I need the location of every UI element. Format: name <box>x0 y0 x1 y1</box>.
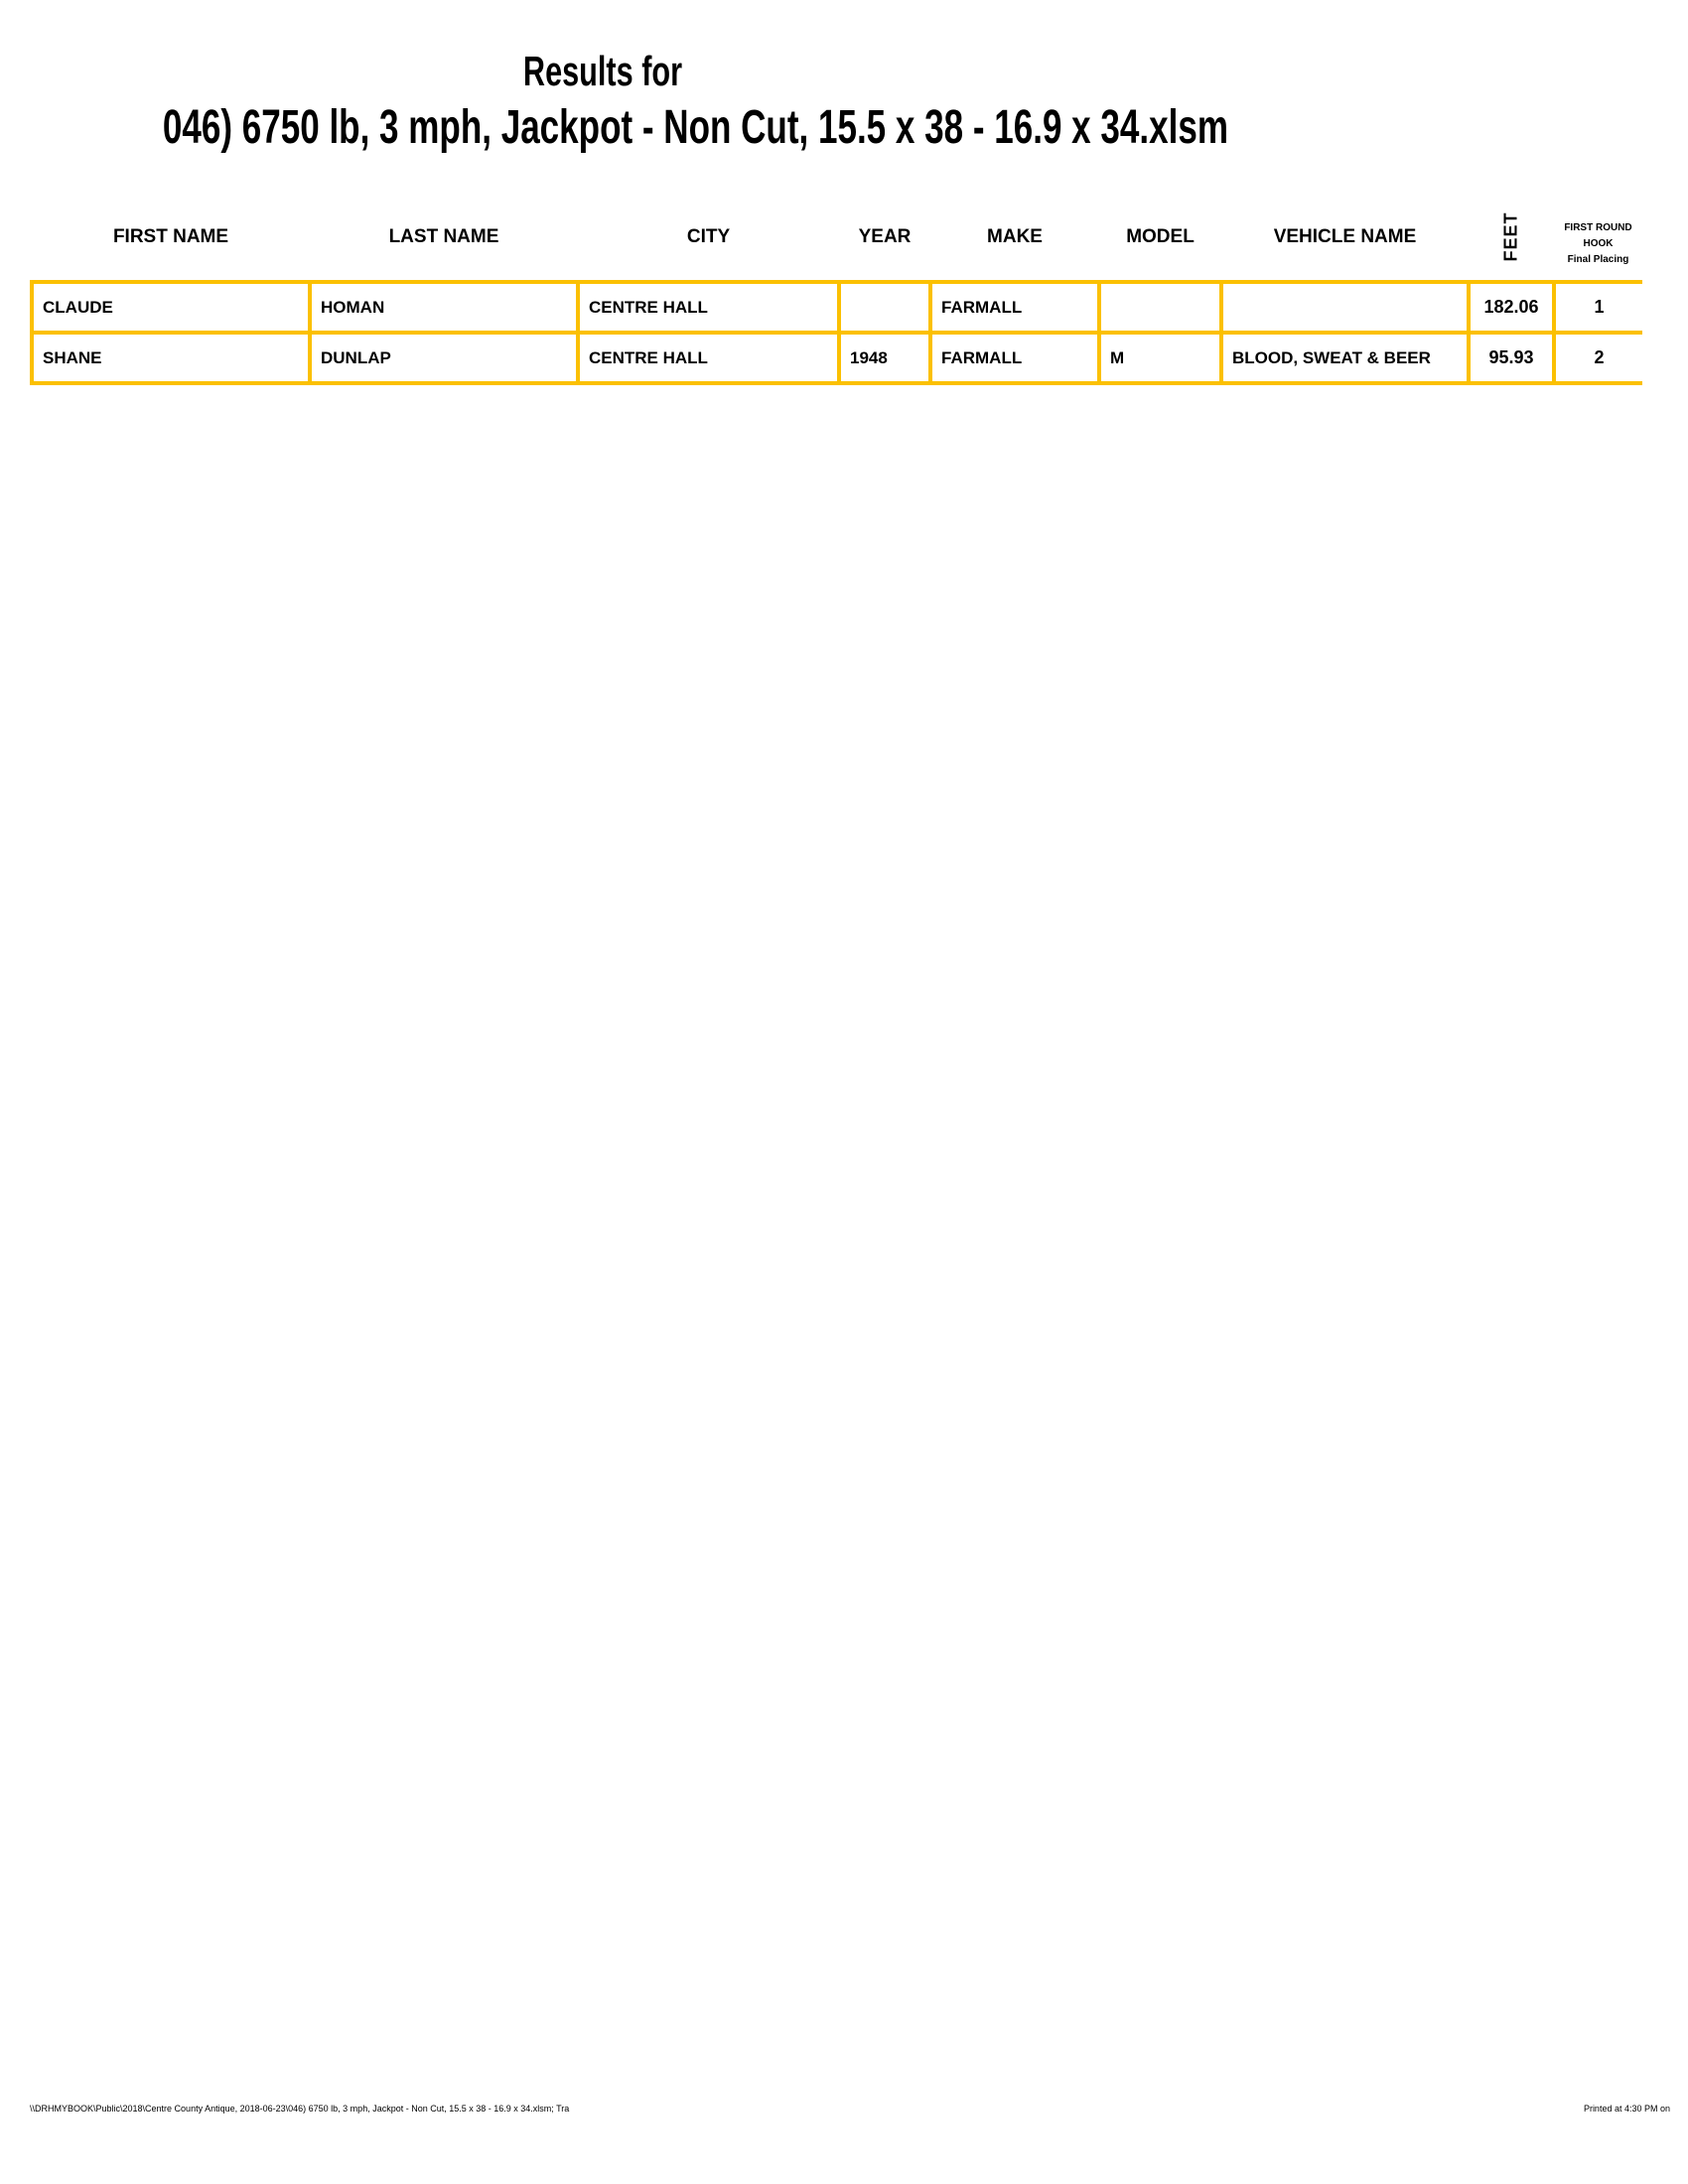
cell-first-name: SHANE <box>32 333 310 383</box>
cell-feet: 182.06 <box>1469 282 1554 333</box>
cell-vehicle-name <box>1221 282 1469 333</box>
header-row <box>32 195 1642 282</box>
page-subtitle-filename: 046) 6750 lb, 3 mph, Jackpot - Non Cut, 15.5 x 38 - 16.9 x 34.xlsm <box>162 101 1228 155</box>
title-block <box>0 48 1228 155</box>
table-row <box>32 333 1642 383</box>
cell-year <box>839 282 930 333</box>
col-header-vehicle-name: VEHICLE NAME <box>1273 226 1417 247</box>
cell-placing: 1 <box>1554 282 1642 333</box>
col-header-first-name: FIRST NAME <box>112 226 229 247</box>
cell-last-name: HOMAN <box>310 282 578 333</box>
col-header-last-name: LAST NAME <box>388 226 499 247</box>
cell-year: 1948 <box>839 333 930 383</box>
hook-header-line3: Final Placing <box>1567 254 1629 265</box>
col-header-city: CITY <box>686 226 731 247</box>
cell-vehicle-name: BLOOD, SWEAT & BEER <box>1221 333 1469 383</box>
results-table <box>30 195 1642 385</box>
cell-model: M <box>1099 333 1221 383</box>
cell-make: FARMALL <box>930 282 1099 333</box>
feet-rotated-label: FEET <box>1500 211 1521 262</box>
col-header-first-round-hook <box>1554 195 1642 282</box>
cell-last-name: DUNLAP <box>310 333 578 383</box>
table-row <box>32 282 1642 333</box>
cell-feet: 95.93 <box>1469 333 1554 383</box>
hook-header-line1: FIRST ROUND <box>1564 222 1632 233</box>
col-header-make: MAKE <box>987 226 1043 247</box>
cell-city: CENTRE HALL <box>578 333 839 383</box>
cell-first-name: CLAUDE <box>32 282 310 333</box>
cell-model <box>1099 282 1221 333</box>
col-header-model: MODEL <box>1126 226 1195 247</box>
footer-file-path: \\DRHMYBOOK\Public\2018\Centre County Antique, 2018-06-23\046) 6750 lb, 3 mph, Jackpot - Non Cut, 15.5 x 38 - 16.9 x 34.xlsm; Tra <box>30 2104 570 2114</box>
hook-header-line2: HOOK <box>1583 238 1614 249</box>
col-header-year: YEAR <box>858 226 912 247</box>
page-title: Results for <box>522 48 683 94</box>
cell-make: FARMALL <box>930 333 1099 383</box>
footer-printed-timestamp: Printed at 4:30 PM on <box>1583 2104 1670 2114</box>
col-header-feet <box>1469 195 1554 282</box>
cell-placing: 2 <box>1554 333 1642 383</box>
cell-city: CENTRE HALL <box>578 282 839 333</box>
